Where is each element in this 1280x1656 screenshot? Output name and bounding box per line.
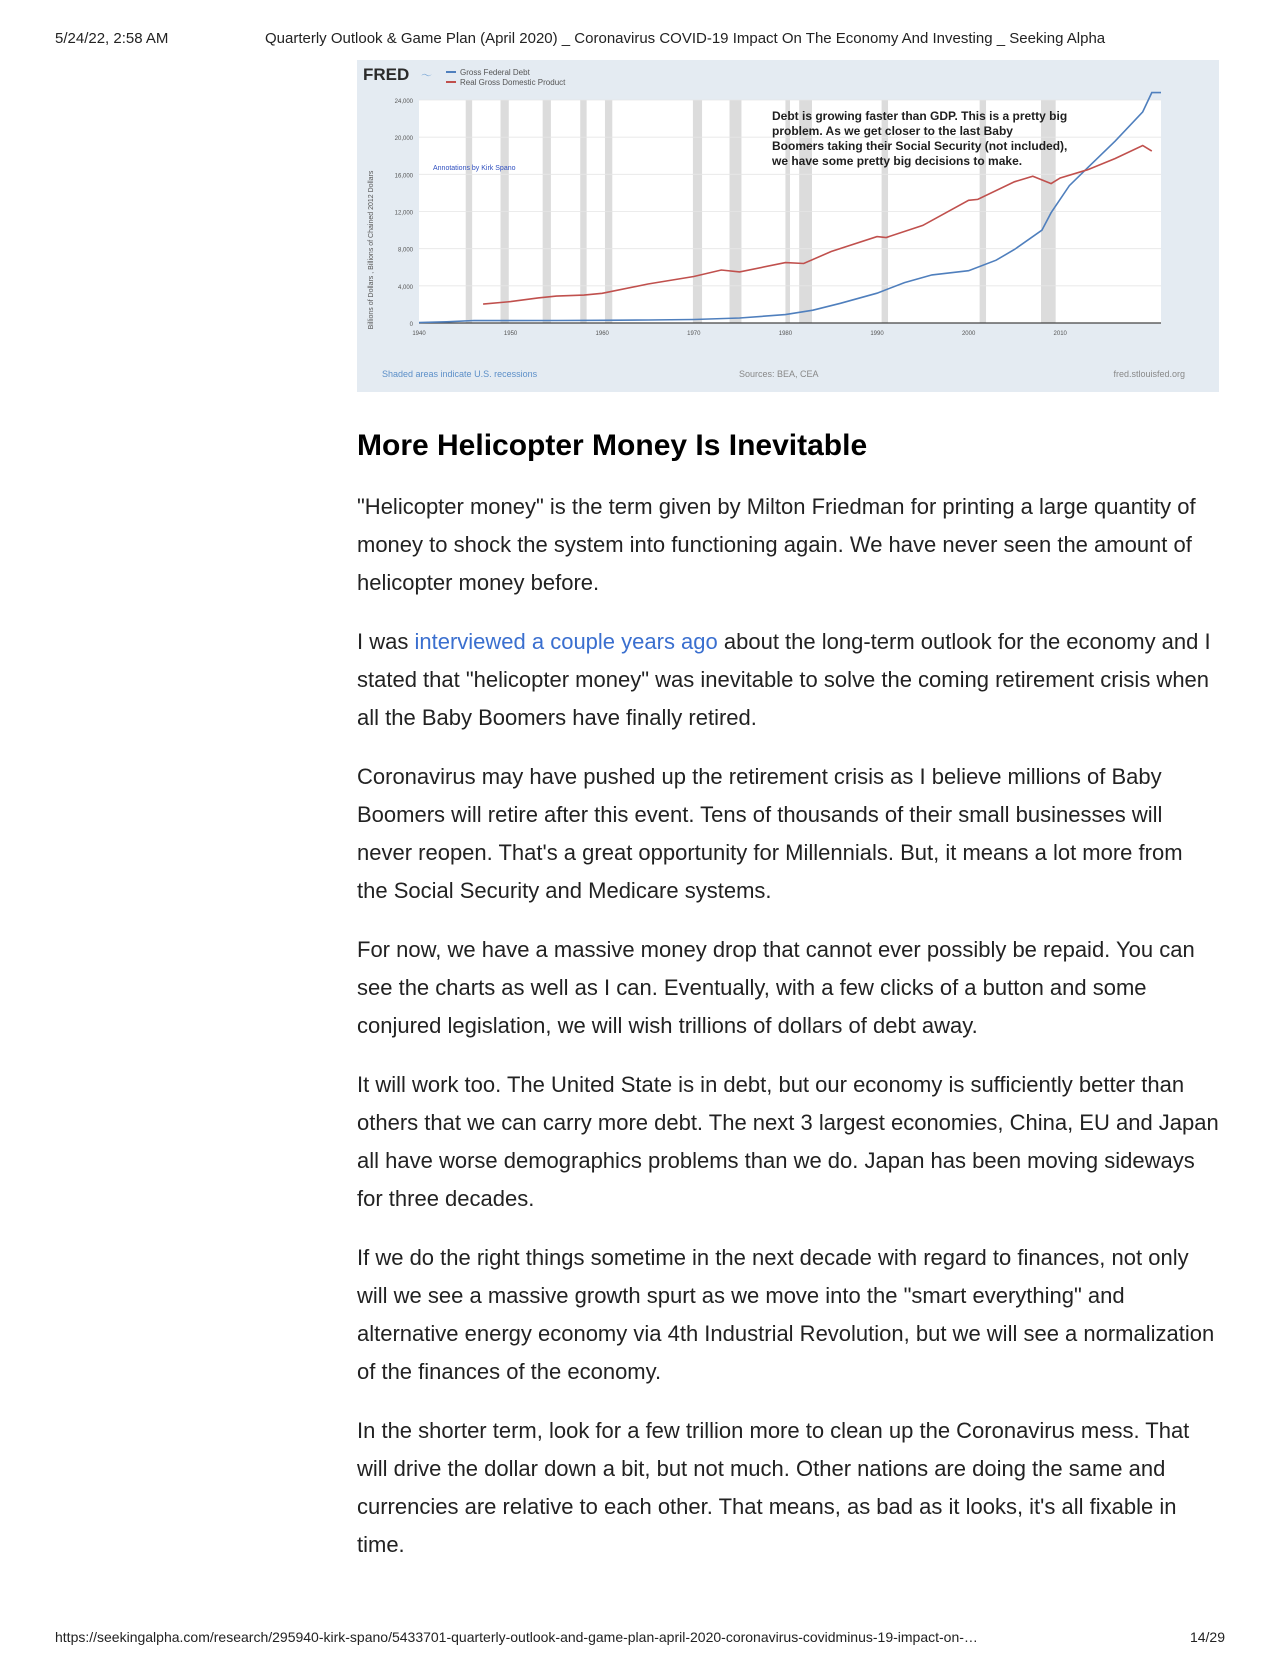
fred-chart (357, 60, 1219, 392)
fred-logo: FRED (363, 65, 410, 84)
annotation-credit: Annotations by Kirk Spano (433, 165, 516, 172)
x-tick-label: 1990 (870, 331, 884, 337)
interview-link[interactable]: interviewed a couple years ago (414, 629, 718, 654)
chart-footer-sources: Sources: BEA, CEA (739, 369, 819, 379)
paragraph-6: If we do the right things sometime in the next decade with regard to finances, not only will we see a massive growth spurt as we move into the "smart everything" and alternative energy economy via 4th Industrial Revolution, but we will see a normalization of the finances of the economy. (357, 1245, 1215, 1384)
legend-label-debt: Gross Federal Debt (460, 68, 530, 77)
paragraph-7: In the shorter term, look for a few trillion more to clean up the Coronavirus mess. That will drive the dollar down a bit, but not much. Other nations are doing the same and currencies are relative to each other. That means, as bad as it looks, it's all fixable in time. (357, 1418, 1190, 1557)
chart-footer-url: fred.stlouisfed.org (1113, 369, 1185, 379)
fred-chart-svg (357, 60, 1219, 392)
print-footer (55, 1629, 1225, 1649)
paragraph-1: "Helicopter money" is the term given by Milton Friedman for printing a large quantity of money to shock the system into functioning again. We have never seen the amount of helicopter money before. (357, 494, 1196, 595)
x-tick-label: 1950 (503, 331, 518, 337)
section-heading: More Helicopter Money Is Inevitable (357, 429, 868, 462)
annotation-line: we have some pretty big decisions to make. (772, 154, 1023, 168)
paragraph-2 (357, 623, 1219, 737)
chart-footer-recessions: Shaded areas indicate U.S. recessions (382, 369, 538, 379)
paragraph-3: Coronavirus may have pushed up the retirement crisis as I believe millions of Baby Boomers will retire after this event. Tens of thousands of their small businesses will never reopen. That's a great opportunity for Millennials. But, it means a lot more from the Social Security and Medicare systems. (357, 764, 1183, 903)
print-url: https://seekingalpha.com/research/295940-kirk-spano/5433701-quarterly-outlook-and-game-plan-april-2020-coronavirus-covidminus-19-impact-on-… (55, 1629, 978, 1645)
page-number: 14/29 (1189, 1629, 1225, 1645)
y-tick-label: 4,000 (397, 284, 413, 291)
legend-label-gdp: Real Gross Domestic Product (460, 78, 566, 87)
y-tick-label: 24,000 (394, 99, 413, 105)
annotation-line: Debt is growing faster than GDP. This is a pretty big (772, 109, 1068, 123)
print-date: 5/24/22, 2:58 AM (55, 30, 169, 47)
x-tick-label: 1940 (412, 331, 426, 337)
paragraph-2-end: about the long-term outlook for the economy and I stated that "helicopter money" was inevitable to solve the coming retirement crisis when all the Baby Boomers have finally retired. (357, 629, 1211, 730)
fred-logo-mark: 〜 (421, 69, 432, 82)
y-tick-label: 0 (409, 322, 413, 328)
paragraph-2-start: I was (357, 629, 415, 654)
article-body (357, 424, 1219, 1585)
x-tick-label: 1980 (778, 331, 793, 337)
y-axis-label: Billions of Dollars , Billions of Chained 2012 Dollars (368, 170, 375, 330)
y-tick-label: 12,000 (394, 210, 413, 217)
x-tick-label: 2000 (961, 331, 976, 337)
print-page-title: Quarterly Outlook & Game Plan (April 2020) _ Coronavirus COVID-19 Impact On The Economy And Investing _ Seeking Alpha (265, 30, 1106, 47)
y-tick-label: 16,000 (394, 173, 413, 180)
x-tick-label: 2010 (1053, 331, 1067, 337)
annotation-line: Boomers taking their Social Security (not included), (772, 139, 1068, 153)
print-header (55, 30, 1225, 50)
x-tick-label: 1970 (687, 331, 701, 337)
paragraph-5: It will work too. The United State is in debt, but our economy is sufficiently better than others that we can carry more debt. The next 3 largest economies, China, EU and Japan all have worse demographics problems than we do. Japan has been moving sideways for three decades. (357, 1072, 1219, 1211)
y-tick-label: 8,000 (397, 247, 413, 254)
annotation-line: problem. As we get closer to the last Baby (772, 124, 1013, 138)
paragraph-4: For now, we have a massive money drop that cannot ever possibly be repaid. You can see the charts as well as I can. Eventually, with a few clicks of a button and some conjured legislation, we will wish trillions of dollars of debt away. (357, 937, 1195, 1038)
y-tick-label: 20,000 (394, 136, 413, 143)
x-tick-label: 1960 (595, 331, 609, 337)
